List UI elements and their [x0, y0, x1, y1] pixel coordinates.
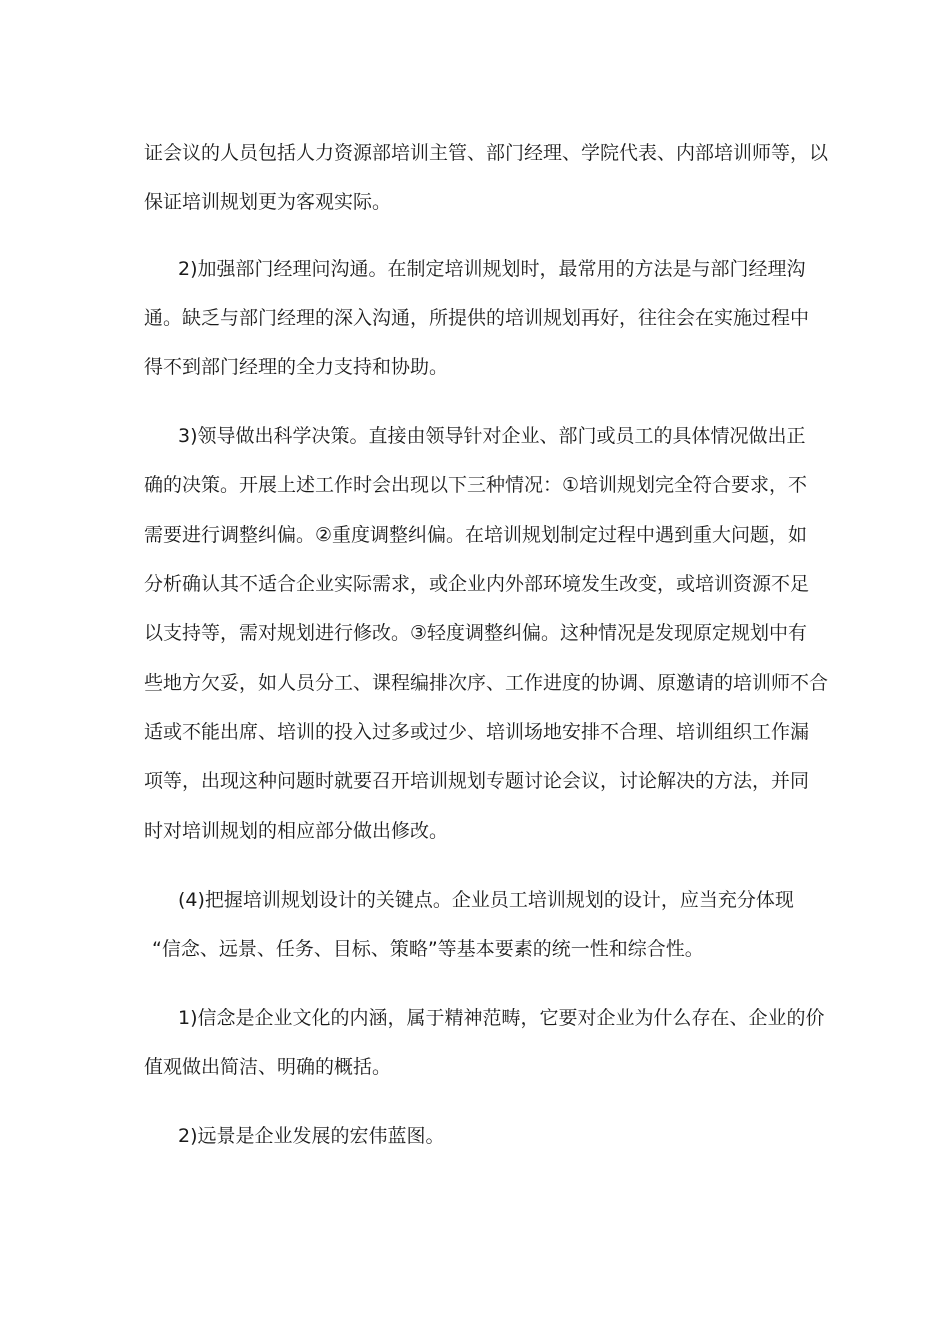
section-heading-line: (4)把握培训规划设计的关键点。企业员工培训规划的设计，应当充分体现: [178, 889, 794, 911]
paragraph-line: 分析确认其不适合企业实际需求，或企业内外部环境发生改变，或培训资源不足: [144, 573, 810, 595]
paragraph-line: 需要进行调整纠偏。②重度调整纠偏。在培训规划制定过程中遇到重大问题，如: [144, 524, 808, 546]
paragraph-line: 通。缺乏与部门经理的深入沟通，所提供的培训规划再好，往往会在实施过程中: [144, 307, 810, 329]
paragraph-line: 2)加强部门经理问沟通。在制定培训规划时，最常用的方法是与部门经理沟: [178, 258, 806, 280]
paragraph-line: 1)信念是企业文化的内涵，属于精神范畴，它要对企业为什么存在、企业的价: [178, 1007, 825, 1029]
paragraph-line: “信念、远景、任务、目标、策略”等基本要素的统一性和综合性。: [152, 938, 704, 960]
paragraph-line: 2)远景是企业发展的宏伟蓝图。: [178, 1125, 445, 1147]
paragraph-line: 3)领导做出科学决策。直接由领导针对企业、部门或员工的具体情况做出正: [178, 425, 806, 447]
paragraph-line: 些地方欠妥，如人员分工、课程编排次序、工作进度的协调、原邀请的培训师不合: [144, 672, 829, 694]
paragraph-line: 适或不能出席、培训的投入过多或过少、培训场地安排不合理、培训组织工作漏: [144, 721, 810, 743]
paragraph-line: 确的决策。开展上述工作时会出现以下三种情况：①培训规划完全符合要求，不: [144, 474, 808, 496]
paragraph-line: 时对培训规划的相应部分做出修改。: [144, 820, 449, 842]
paragraph-line: 值观做出简洁、明确的概括。: [144, 1056, 392, 1078]
paragraph-line: 保证培训规划更为客观实际。: [144, 191, 392, 213]
paragraph-line: 证会议的人员包括人力资源部培训主管、部门经理、学院代表、内部培训师等，以: [144, 142, 829, 164]
paragraph-line: 项等，出现这种问题时就要召开培训规划专题讨论会议，讨论解决的方法，并同: [144, 770, 810, 792]
paragraph-line: 得不到部门经理的全力支持和协助。: [144, 356, 449, 378]
paragraph-line: 以支持等，需对规划进行修改。③轻度调整纠偏。这种情况是发现原定规划中有: [144, 622, 808, 644]
